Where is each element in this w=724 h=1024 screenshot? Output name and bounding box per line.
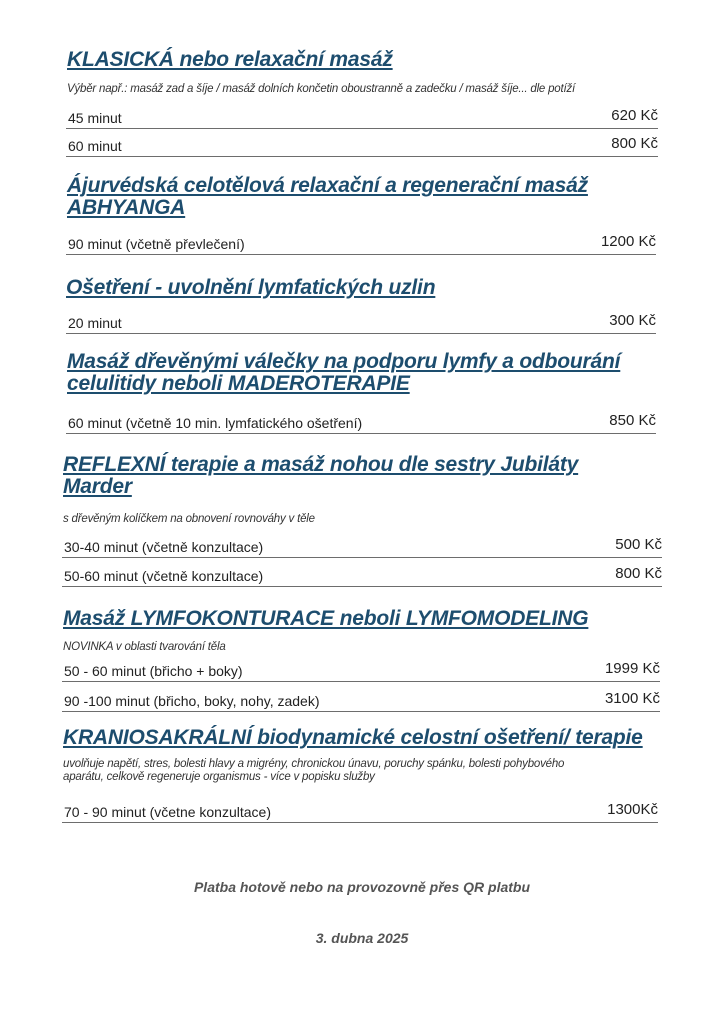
row-price: 800 Kč <box>615 565 662 582</box>
section-title-line1: Ájurvédská celotělová relaxační a regenerační masáž <box>67 174 588 197</box>
row-duration: 90 -100 minut (břicho, boky, nohy, zadek) <box>64 693 320 709</box>
section-title-line2: celulitidy neboli MADEROTERAPIE <box>67 372 410 395</box>
section-title: Masáž LYMFOKONTURACE neboli LYMFOMODELING <box>63 607 589 630</box>
price-row <box>62 562 662 587</box>
section-title: Ošetření - uvolnění lymfatických uzlin <box>66 276 436 299</box>
section-title: KLASICKÁ nebo relaxační masáž <box>67 48 393 71</box>
row-duration: 60 minut (včetně 10 min. lymfatického ošetření) <box>68 415 363 431</box>
row-duration: 70 - 90 minut (včetne konzultace) <box>64 804 271 820</box>
section-title-line2: Marder <box>63 475 132 498</box>
row-price: 1200 Kč <box>600 233 656 250</box>
row-duration: 50-60 minut (včetně konzultace) <box>64 568 264 584</box>
price-row <box>62 798 658 823</box>
price-list-date: 3. dubna 2025 <box>315 930 409 946</box>
section-title-line1: Masáž dřevěnými válečky na podporu lymfy a odbourání <box>67 350 621 373</box>
row-duration: 20 minut <box>68 315 122 331</box>
row-price: 500 Kč <box>615 536 662 553</box>
row-duration: 90 minut (včetně převlečení) <box>68 236 245 252</box>
section-title-line1: REFLEXNÍ terapie a masáž nohou dle sestry Jubiláty <box>63 453 579 476</box>
row-duration: 30-40 minut (včetně konzultace) <box>64 539 264 555</box>
row-price: 800 Kč <box>611 135 658 152</box>
row-duration: 50 - 60 minut (břicho + boky) <box>64 663 243 679</box>
row-price: 1999 Kč <box>604 660 660 677</box>
price-row <box>66 309 656 334</box>
section-subtitle-line1: uvolňuje napětí, stres, bolesti hlavy a migrény, chronickou únavu, poruchy spánku, bolesti pohybového <box>63 758 565 770</box>
row-price: 620 Kč <box>611 107 658 124</box>
section-subtitle: s dřevěným kolíčkem na obnovení rovnováhy v těle <box>63 513 315 525</box>
row-duration: 60 minut <box>68 138 122 154</box>
section-title-line2: ABHYANGA <box>67 196 186 219</box>
section-subtitle-line2: aparátu, celkově regeneruje organismus - více v popisku služby <box>63 771 375 783</box>
row-price: 850 Kč <box>609 412 656 429</box>
price-row <box>66 132 658 157</box>
row-price: 3100 Kč <box>604 690 660 707</box>
price-row <box>66 409 656 434</box>
row-duration: 45 minut <box>68 110 122 126</box>
row-price: 1300Kč <box>607 801 658 818</box>
price-row <box>66 230 656 255</box>
price-row <box>66 104 658 129</box>
price-row <box>62 533 662 558</box>
price-row <box>62 687 660 712</box>
price-row <box>62 657 660 682</box>
payment-note: Platba hotově nebo na provozovně přes QR platbu <box>193 879 531 895</box>
section-subtitle: NOVINKA v oblasti tvarování těla <box>63 641 226 653</box>
section-title: KRANIOSAKRÁLNÍ biodynamické celostní ošetření/ terapie <box>63 726 643 749</box>
row-price: 300 Kč <box>609 312 656 329</box>
section-subtitle: Výběr např.: masáž zad a šíje / masáž dolních končetin oboustranně a zadečku / masáž šíje... dle potíží <box>67 83 576 95</box>
